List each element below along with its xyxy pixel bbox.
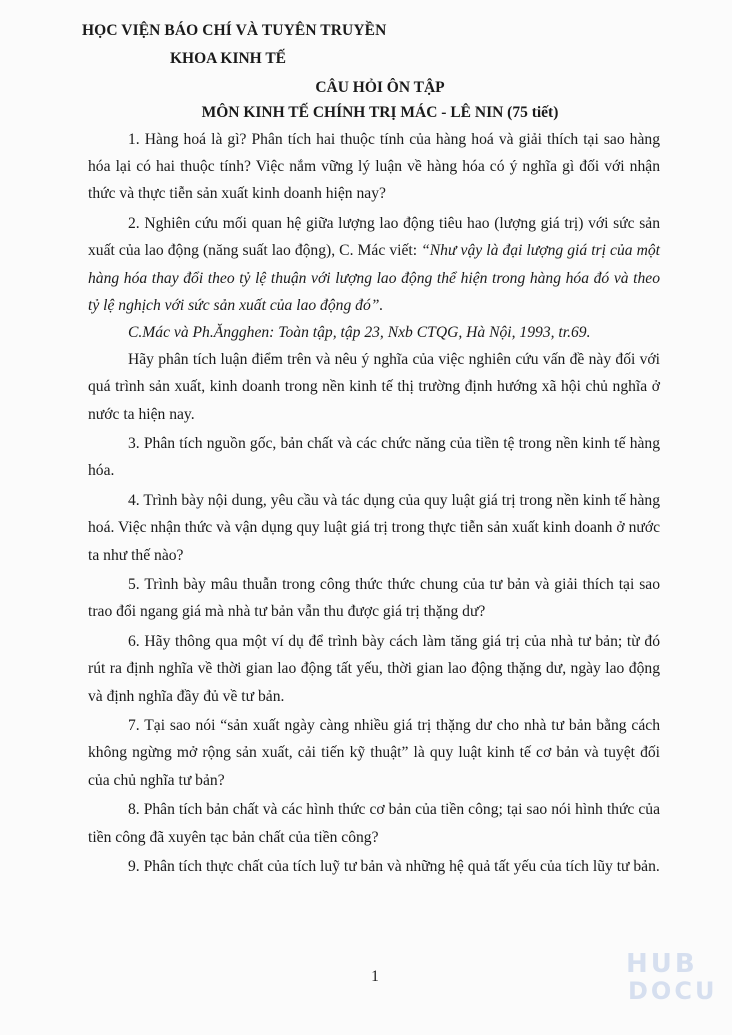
department-name: KHOA KINH TẾ [170, 50, 286, 67]
question-2-task: Hãy phân tích luận điểm trên và nêu ý nghĩa của việc nghiên cứu vấn đề này đối với quá trình sản xuất, kinh doanh trong nền kinh tế thị trường định hướng xã hội chủ nghĩa ở nước ta hiện nay. [88, 351, 660, 423]
question-2 [88, 210, 660, 319]
watermark-line-1: HUB [626, 949, 698, 979]
institution-name: HỌC VIỆN BÁO CHÍ VÀ TUYÊN TRUYỀN [82, 22, 387, 39]
question-3: 3. Phân tích nguồn gốc, bản chất và các chức năng của tiền tệ trong nền kinh tế hàng hóa. [88, 435, 660, 480]
page-number: 1 [371, 968, 379, 985]
question-7: 7. Tại sao nói “sản xuất ngày càng nhiều giá trị thặng dư cho nhà tư bản bằng cách không ngừng mở rộng sản xuất, cải tiến kỹ thuật” là quy luật kinh tế cơ bản và tuyệt đối của chủ nghĩa tư bản? [88, 717, 660, 789]
document-title: CÂU HỎI ÔN TẬP [315, 79, 445, 96]
question-8: 8. Phân tích bản chất và các hình thức cơ bản của tiền công; tại sao nói hình thức của tiền công đã xuyên tạc bản chất của tiền công? [88, 801, 660, 846]
question-1: 1. Hàng hoá là gì? Phân tích hai thuộc tính của hàng hoá và giải thích tại sao hàng hóa lại có hai thuộc tính? Việc nắm vững lý luận về hàng hóa có ý nghĩa gì đối với nhận thức và thực tiễn sản xuất kinh doanh hiện nay? [88, 131, 660, 203]
question-2-intro: 2. Nghiên cứu mối quan hệ giữa lượng lao động tiêu hao (lượng giá trị) với sức sản xuất của lao động (năng suất lao động), C. Mác viết: [88, 215, 660, 260]
course-title: MÔN KINH TẾ CHÍNH TRỊ MÁC - LÊ NIN (75 tiết) [201, 104, 559, 121]
question-9: 9. Phân tích thực chất của tích luỹ tư bản và những hệ quả tất yếu của tích lũy tư bản. [128, 858, 660, 876]
question-list [88, 126, 660, 880]
question-6: 6. Hãy thông qua một ví dụ để trình bày cách làm tăng giá trị của nhà tư bản; từ đó rút ra định nghĩa về thời gian lao động tất yếu, thời gian lao động thặng dư, ngày lao động và định nghĩa đầy đủ về tư bản. [88, 633, 660, 705]
question-5: 5. Trình bày mâu thuẫn trong công thức thức chung của tư bản và giải thích tại sao trao đổi ngang giá mà nhà tư bản vẫn thu được giá trị thặng dư? [88, 576, 660, 621]
question-2-quote: “Như vậy là đại lượng giá trị của một hàng hóa thay đổi theo tỷ lệ thuận với lượng lao động thể hiện trong hàng hóa đó và theo tỷ lệ nghịch với sức sản xuất của lao động đó”. [88, 242, 660, 314]
watermark-line-2: DOCU [628, 977, 718, 1005]
question-2-citation: C.Mác và Ph.Ăngghen: Toàn tập, tập 23, Nxb CTQG, Hà Nội, 1993, tr.69. [128, 323, 591, 341]
question-4: 4. Trình bày nội dung, yêu cầu và tác dụng của quy luật giá trị trong nền kinh tế hàng hoá. Việc nhận thức và vận dụng quy luật giá trị trong thực tiễn sản xuất kinh doanh ở nước ta như thế nào? [88, 492, 660, 564]
watermark-logo [626, 949, 718, 1014]
